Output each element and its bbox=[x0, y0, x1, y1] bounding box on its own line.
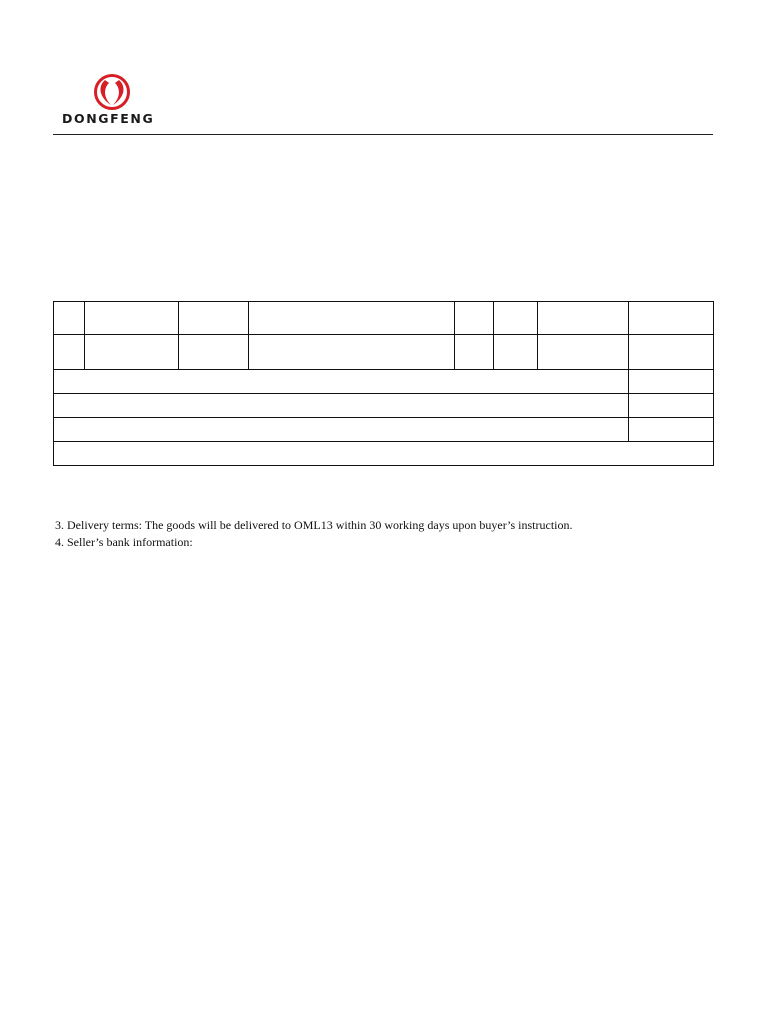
bank-info-heading: 4. Seller’s bank information: bbox=[55, 535, 193, 549]
table-summary-row bbox=[54, 418, 714, 442]
dongfeng-emblem-icon bbox=[92, 72, 132, 112]
table-total-words-row bbox=[54, 442, 714, 466]
table-cell bbox=[494, 302, 538, 335]
table-cell bbox=[629, 418, 714, 442]
table-cell bbox=[85, 335, 179, 370]
table-cell bbox=[179, 302, 249, 335]
table-cell bbox=[538, 335, 629, 370]
table-cell bbox=[249, 335, 455, 370]
table-summary-row bbox=[54, 394, 714, 418]
delivery-terms: 3. Delivery terms: The goods will be delivered to OML13 within 30 working days upon buyer’s instruction. bbox=[55, 518, 573, 532]
brand-name: DONGFENG bbox=[62, 111, 155, 126]
table-cell bbox=[455, 302, 494, 335]
table-header-row bbox=[54, 302, 714, 335]
dongfeng-logo bbox=[60, 72, 164, 126]
table-cell bbox=[455, 335, 494, 370]
table-cell bbox=[54, 302, 85, 335]
table-cell bbox=[629, 394, 714, 418]
table-cell bbox=[54, 442, 714, 466]
contract-terms bbox=[55, 517, 572, 551]
table-cell bbox=[54, 335, 85, 370]
table-cell bbox=[494, 335, 538, 370]
table-cell bbox=[54, 394, 629, 418]
table-cell bbox=[54, 370, 629, 394]
header-divider bbox=[53, 134, 713, 135]
table-cell bbox=[179, 335, 249, 370]
table-cell bbox=[249, 302, 455, 335]
table-cell bbox=[629, 335, 714, 370]
items-table bbox=[53, 301, 714, 466]
table-cell bbox=[538, 302, 629, 335]
table-summary-row bbox=[54, 370, 714, 394]
table-cell bbox=[629, 370, 714, 394]
table-cell bbox=[54, 418, 629, 442]
table-row bbox=[54, 335, 714, 370]
table-cell bbox=[85, 302, 179, 335]
table-cell bbox=[629, 302, 714, 335]
